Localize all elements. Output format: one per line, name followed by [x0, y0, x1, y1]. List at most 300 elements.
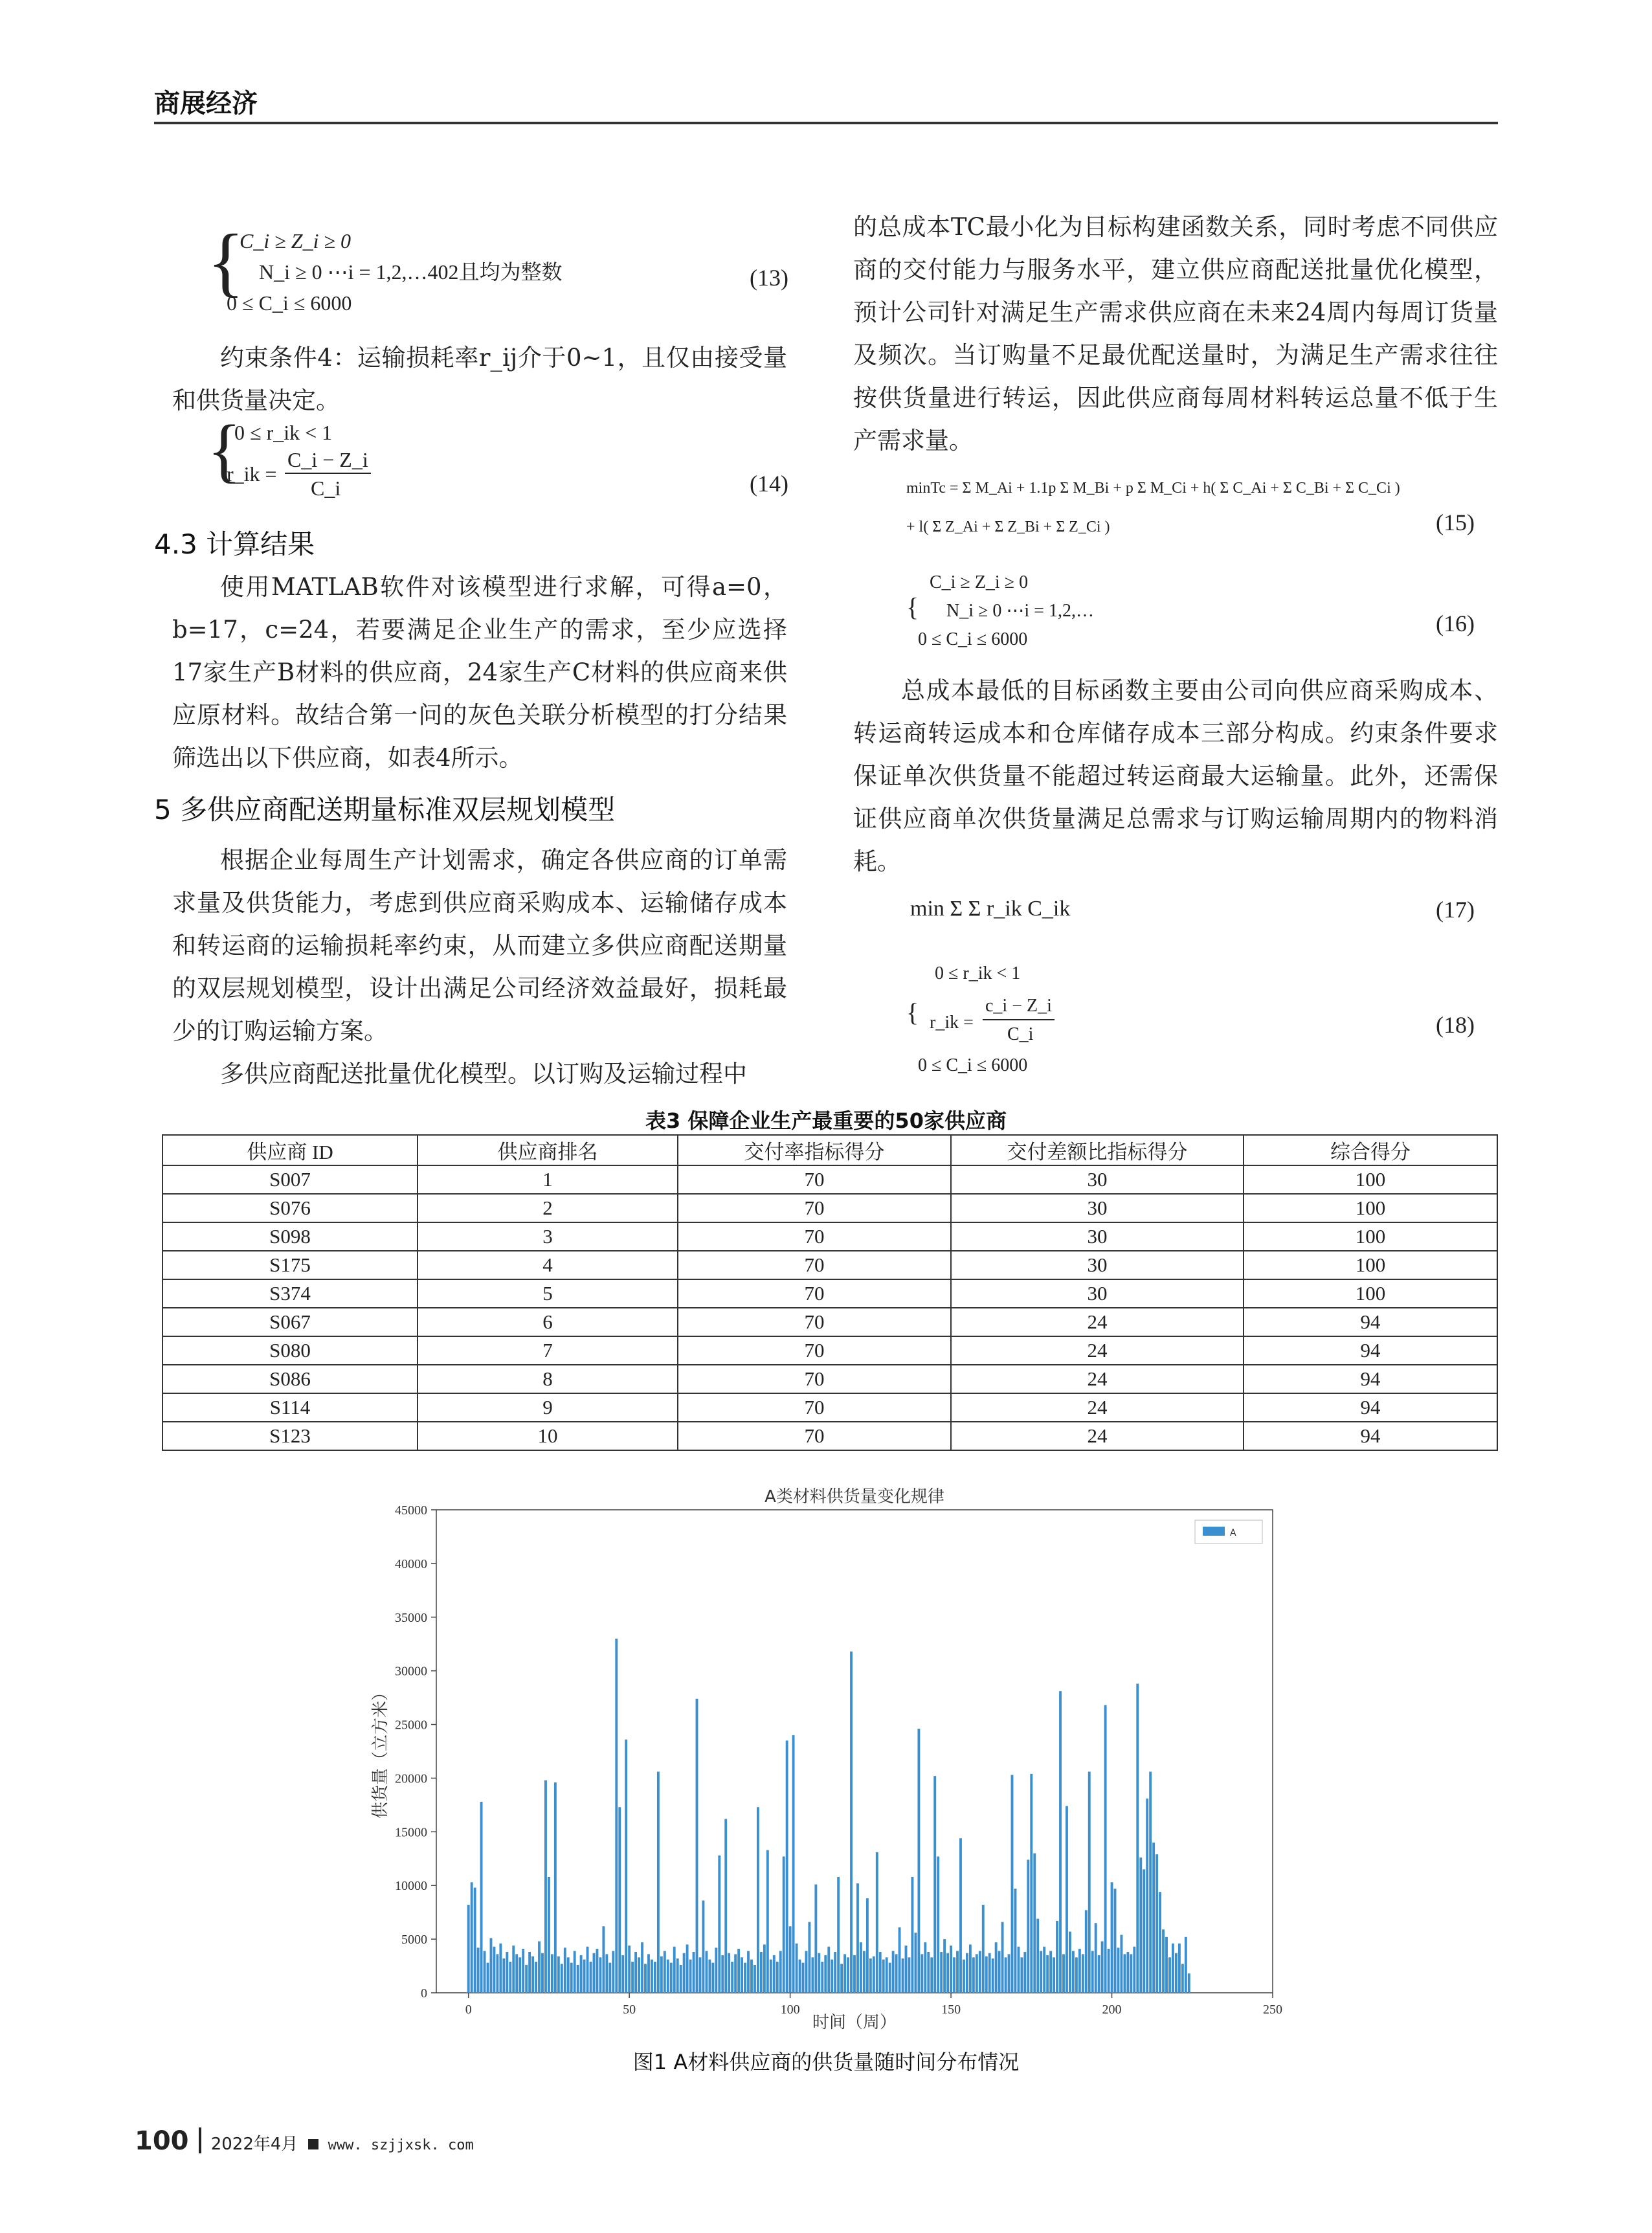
footer-divider: [199, 2127, 201, 2153]
bar: [522, 1949, 524, 1993]
bar: [1155, 1854, 1158, 1993]
bar: [1030, 1774, 1032, 1993]
table-cell: 100: [1244, 1194, 1497, 1222]
y-tick-label: 35000: [395, 1610, 427, 1625]
bar: [943, 1939, 946, 1993]
bar: [561, 1964, 563, 1993]
bar: [480, 1802, 483, 1993]
bar: [535, 1962, 537, 1993]
bar: [621, 1955, 624, 1993]
bar: [1066, 1806, 1068, 1993]
bar: [873, 1957, 875, 1993]
bar: [869, 1958, 872, 1993]
bar: [992, 1958, 994, 1993]
bar: [564, 1947, 566, 1993]
bar: [615, 1639, 618, 1993]
table-cell: S086: [162, 1365, 418, 1393]
bar: [612, 1951, 614, 1993]
bar: [770, 1960, 772, 1993]
bar: [670, 1963, 673, 1993]
table-cell: S067: [162, 1308, 418, 1336]
bar: [927, 1952, 930, 1993]
bar: [998, 1951, 1001, 1993]
bar: [921, 1954, 923, 1993]
bar: [827, 1947, 830, 1993]
bar: [689, 1960, 692, 1993]
bar: [911, 1877, 914, 1993]
bar: [734, 1954, 737, 1993]
eq14-line1: 0 ≤ r_ik < 1: [234, 421, 333, 444]
table-cell: 30: [951, 1251, 1244, 1279]
table-cell: 24: [951, 1365, 1244, 1393]
eq17: min Σ Σ r_ik C_ik: [910, 897, 1071, 921]
bar: [724, 1819, 727, 1993]
bar: [583, 1960, 586, 1993]
bar: [950, 1946, 952, 1993]
bar: [1149, 1771, 1152, 1993]
eq13-brace: {: [207, 218, 245, 304]
eq18-line3: 0 ≤ C_i ≤ 6000: [918, 1055, 1028, 1075]
bar: [1023, 1952, 1026, 1993]
bar: [1020, 1957, 1023, 1993]
bar: [631, 1962, 634, 1993]
table-cell: 70: [678, 1422, 951, 1450]
bar: [628, 1946, 631, 1993]
table-cell: 24: [951, 1308, 1244, 1336]
bar: [541, 1953, 544, 1993]
x-tick-label: 150: [941, 2003, 961, 2017]
table-cell: S374: [162, 1279, 418, 1308]
bar: [863, 1951, 865, 1993]
figure1-caption: 图1 A材料供应商的供货量随时间分布情况: [632, 2050, 1020, 2074]
eq14-numerator: C_i − Z_i: [285, 447, 371, 474]
bar: [840, 1964, 843, 1993]
bar: [548, 1877, 550, 1993]
legend-label: A: [1230, 1528, 1236, 1538]
bar: [982, 1905, 985, 1993]
table-cell: 4: [418, 1251, 678, 1279]
bar: [899, 1927, 901, 1993]
bar: [1133, 1947, 1135, 1993]
bar: [1027, 1859, 1029, 1993]
bar: [1053, 1957, 1055, 1993]
x-tick-label: 50: [623, 2003, 636, 2017]
bar: [1111, 1882, 1113, 1993]
table3-caption: 表3 保障企业生产最重要的50家供应商: [645, 1108, 1007, 1133]
y-tick-label: 25000: [395, 1718, 427, 1733]
bar: [484, 1951, 486, 1993]
table3-header-row: [162, 1135, 1497, 1165]
bar: [509, 1962, 511, 1993]
eq18-brace: {: [906, 998, 919, 1027]
eq13-number: (13): [750, 265, 788, 291]
bar: [1136, 1684, 1139, 1993]
bar: [708, 1960, 711, 1993]
bar: [988, 1953, 991, 1993]
bar: [605, 1954, 608, 1993]
bar: [834, 1952, 836, 1993]
bar: [711, 1963, 714, 1993]
bar: [544, 1780, 547, 1993]
bar: [892, 1951, 895, 1993]
bar: [638, 1957, 640, 1993]
bar: [474, 1888, 476, 1993]
table-cell: 70: [678, 1365, 951, 1393]
bar: [753, 1965, 756, 1993]
paragraph-constraint4: 约束条件4：运输损耗率r_ij介于0~1，且仅由接受量和供货量决定。: [172, 344, 787, 414]
table-row: [162, 1165, 1497, 1194]
bar: [538, 1941, 541, 1993]
bar: [471, 1882, 473, 1993]
bar: [1072, 1951, 1075, 1993]
table-cell: S098: [162, 1222, 418, 1251]
table-cell: 70: [678, 1279, 951, 1308]
bar: [995, 1942, 998, 1993]
x-tick-label: 100: [780, 2003, 800, 2017]
bar: [1062, 1954, 1065, 1993]
eq16-number: (16): [1436, 611, 1475, 636]
y-tick-label: 30000: [395, 1664, 427, 1679]
bar: [519, 1957, 521, 1993]
bar: [917, 1729, 920, 1993]
bar: [1114, 1889, 1117, 1993]
bar: [1075, 1957, 1078, 1993]
bar: [805, 1951, 808, 1993]
table-cell: 100: [1244, 1222, 1497, 1251]
table-cell: S175: [162, 1251, 418, 1279]
table-row: [162, 1222, 1497, 1251]
bar: [567, 1957, 570, 1993]
bar: [641, 1942, 643, 1993]
table-cell: 9: [418, 1393, 678, 1422]
eq14-brace: {: [207, 410, 241, 489]
bar: [1139, 1857, 1142, 1993]
bar: [796, 1944, 798, 1993]
table-cell: 3: [418, 1222, 678, 1251]
bar: [946, 1953, 949, 1993]
bar: [660, 1957, 663, 1993]
table-cell: 24: [951, 1393, 1244, 1422]
bar: [499, 1944, 502, 1993]
bar: [715, 1947, 717, 1993]
bar: [634, 1952, 637, 1993]
bar: [664, 1951, 666, 1993]
eq16-brace: {: [906, 592, 919, 622]
bar: [843, 1954, 846, 1993]
bar: [908, 1957, 911, 1993]
table3-header-cell: 综合得分: [1244, 1135, 1497, 1165]
bar: [493, 1947, 496, 1993]
bar: [512, 1946, 515, 1993]
bar: [586, 1947, 589, 1993]
table-cell: 10: [418, 1422, 678, 1450]
bar: [1181, 1964, 1184, 1993]
table3-header-cell: 交付差额比指标得分: [951, 1135, 1244, 1165]
bar: [557, 1957, 560, 1993]
bar: [593, 1953, 596, 1993]
eq18-number: (18): [1436, 1012, 1475, 1038]
bar: [515, 1954, 518, 1993]
bar: [599, 1957, 601, 1993]
table-cell: 6: [418, 1308, 678, 1336]
table-row: [162, 1279, 1497, 1308]
bar: [1017, 1947, 1020, 1993]
bar: [779, 1951, 782, 1993]
eq18-numerator: c_i − Z_i: [983, 993, 1055, 1020]
bar: [570, 1963, 573, 1993]
bar: [467, 1905, 470, 1993]
bar: [1185, 1937, 1187, 1993]
y-axis-label: 供货量（立方米）: [371, 1683, 390, 1819]
bar: [718, 1856, 720, 1993]
bar: [818, 1953, 820, 1993]
table-cell: 70: [678, 1308, 951, 1336]
table-row: [162, 1336, 1497, 1365]
table3-header-cell: 交付率指标得分: [678, 1135, 951, 1165]
bar: [1159, 1892, 1161, 1993]
bar: [972, 1957, 975, 1993]
table-cell: S080: [162, 1336, 418, 1365]
bar: [1168, 1957, 1171, 1993]
table-cell: 70: [678, 1336, 951, 1365]
bar: [551, 1954, 553, 1993]
bar: [1082, 1954, 1084, 1993]
eq18-line1: 0 ≤ r_ik < 1: [935, 963, 1021, 983]
bar: [940, 1952, 943, 1993]
bar: [1104, 1705, 1107, 1993]
table-row: [162, 1393, 1497, 1422]
bar: [763, 1944, 766, 1993]
bar: [590, 1962, 592, 1993]
bar: [1152, 1843, 1155, 1993]
bar: [1101, 1941, 1104, 1993]
bar: [667, 1960, 669, 1993]
bar: [676, 1958, 679, 1993]
table-cell: 94: [1244, 1336, 1497, 1365]
bar: [1175, 1953, 1178, 1993]
bar: [956, 1951, 959, 1993]
bar: [1146, 1799, 1148, 1993]
y-tick-label: 5000: [401, 1933, 427, 1947]
bar: [776, 1962, 779, 1993]
bar: [824, 1955, 827, 1993]
x-axis-label: 时间（周）: [812, 2013, 897, 2032]
bar: [696, 1699, 698, 1993]
table3-header-cell: 供应商 ID: [162, 1135, 418, 1165]
bar: [1178, 1944, 1181, 1993]
table-cell: 2: [418, 1194, 678, 1222]
eq17-number: (17): [1436, 897, 1475, 923]
bar: [860, 1942, 862, 1993]
bar: [673, 1947, 676, 1993]
table-cell: 94: [1244, 1393, 1497, 1422]
bar: [1011, 1775, 1014, 1993]
bar: [1188, 1973, 1190, 1993]
eq15-line2: + l( Σ Z_Ai + Σ Z_Bi + Σ Z_Ci ): [906, 519, 1110, 535]
chart-title: A类材料供货量变化规律: [765, 1487, 944, 1507]
bar: [1036, 1919, 1039, 1993]
bar: [651, 1960, 653, 1993]
table-cell: 70: [678, 1165, 951, 1194]
bar: [525, 1965, 528, 1993]
bar: [1088, 1771, 1091, 1993]
eq15-line1: minTc = Σ M_Ai + 1.1p Σ M_Bi + p Σ M_Ci + h( Σ C_Ai + Σ C_Bi + Σ C_Ci ): [906, 480, 1400, 497]
table-cell: 94: [1244, 1308, 1497, 1336]
bar: [866, 1898, 869, 1993]
bar: [531, 1957, 534, 1993]
bar: [1069, 1932, 1071, 1993]
table-cell: S076: [162, 1194, 418, 1222]
eq16-line1: C_i ≥ Z_i ≥ 0: [930, 572, 1029, 592]
x-tick-label: 250: [1263, 2003, 1282, 2017]
y-tick-label: 40000: [395, 1556, 427, 1571]
bar: [705, 1951, 708, 1993]
bar: [1165, 1937, 1168, 1993]
paragraph-result: 使用MATLAB软件对该模型进行求解，可得a=0，b=17，c=24，若要满足企业生产的需求，至少应选择17家生产B材料的供应商，24家生产C材料的供应商来供应原材料。故结合第一问的灰色关联分析模型的打分结果筛选出以下供应商，如表4所示。: [172, 573, 787, 772]
bar: [879, 1952, 882, 1993]
bar: [744, 1963, 746, 1993]
eq13-line3: 0 ≤ C_i ≤ 6000: [227, 291, 352, 315]
bar: [1117, 1947, 1120, 1993]
bar: [876, 1852, 878, 1993]
bar: [789, 1926, 792, 1993]
bar: [924, 1942, 926, 1993]
eq13-line2: N_i ≥ 0 ⋯i = 1,2,…402且均为整数: [259, 260, 563, 284]
table-cell: S123: [162, 1422, 418, 1450]
bar: [702, 1900, 705, 1993]
table-cell: 100: [1244, 1165, 1497, 1194]
bar: [644, 1964, 647, 1993]
bar: [1095, 1923, 1097, 1993]
table-row: [162, 1194, 1497, 1222]
eq14-denominator: C_i: [311, 477, 341, 500]
bar: [882, 1960, 885, 1993]
bar: [808, 1922, 810, 1993]
table-cell: S114: [162, 1393, 418, 1422]
bar: [937, 1856, 939, 1993]
bar: [657, 1771, 660, 1993]
table-cell: 70: [678, 1251, 951, 1279]
footer-website: www. szjjxsk. com: [328, 2137, 474, 2153]
bar: [786, 1740, 788, 1993]
section-5-heading: 5 多供应商配送期量标准双层规划模型: [154, 794, 616, 825]
bar: [760, 1952, 763, 1993]
table-cell: 30: [951, 1194, 1244, 1222]
bar: [750, 1960, 753, 1993]
bar: [783, 1856, 785, 1993]
legend-swatch: [1203, 1527, 1225, 1536]
bar: [895, 1954, 898, 1993]
bar: [856, 1883, 859, 1993]
bar: [1143, 1869, 1145, 1993]
bar: [528, 1952, 531, 1993]
bar: [953, 1957, 955, 1993]
table-cell: 24: [951, 1336, 1244, 1365]
eq13-line1: C_i ≥ Z_i ≥ 0: [240, 229, 352, 252]
bar: [680, 1965, 682, 1993]
eq14-r-label: r_ik =: [227, 462, 277, 486]
bar: [1014, 1889, 1017, 1993]
bar: [850, 1652, 853, 1993]
bar: [766, 1850, 769, 1993]
bar: [1162, 1929, 1165, 1993]
bar: [683, 1953, 686, 1993]
bar: [831, 1960, 833, 1993]
bar: [837, 1877, 840, 1993]
bar: [728, 1953, 730, 1993]
bar: [693, 1952, 695, 1993]
bar: [1049, 1951, 1052, 1993]
y-tick-label: 15000: [395, 1825, 427, 1840]
bar: [1126, 1952, 1129, 1993]
table-cell: 5: [418, 1279, 678, 1308]
bar: [490, 1938, 493, 1993]
bar: [773, 1955, 776, 1993]
bar: [577, 1965, 579, 1993]
bar: [477, 1947, 480, 1993]
bar: [905, 1946, 908, 1993]
table-cell: 24: [951, 1422, 1244, 1450]
bar: [1008, 1954, 1010, 1993]
bar: [914, 1933, 917, 1993]
bar: [1085, 1910, 1088, 1993]
bar: [1172, 1944, 1174, 1993]
bar: [792, 1735, 795, 1993]
bar: [602, 1926, 605, 1993]
bar: [502, 1958, 505, 1993]
table-row: [162, 1251, 1497, 1279]
bar: [699, 1957, 702, 1993]
bar: [1121, 1935, 1123, 1993]
table-cell: 1: [418, 1165, 678, 1194]
bar: [686, 1944, 689, 1993]
table-cell: 100: [1244, 1279, 1497, 1308]
bar: [985, 1957, 988, 1993]
bar: [647, 1954, 650, 1993]
bar: [654, 1962, 656, 1993]
eq16-line2: N_i ≥ 0 ⋯i = 1,2,…: [946, 601, 1094, 621]
x-tick-label: 0: [465, 2003, 472, 2017]
bar: [814, 1885, 817, 1993]
section-4-3-heading: 4.3 计算结果: [154, 528, 315, 560]
table-cell: 8: [418, 1365, 678, 1393]
eq16-line3: 0 ≤ C_i ≤ 6000: [918, 629, 1028, 649]
page-number: 100: [135, 2126, 189, 2156]
bar: [1056, 1921, 1058, 1993]
bar: [747, 1951, 750, 1993]
bar: [930, 1957, 933, 1993]
bar: [847, 1957, 849, 1993]
bar: [731, 1962, 733, 1993]
footer-date: 2022年4月: [210, 2135, 298, 2154]
bar: [821, 1962, 823, 1993]
table-cell: 70: [678, 1222, 951, 1251]
bar: [802, 1963, 805, 1993]
bar: [886, 1957, 888, 1993]
table-cell: 30: [951, 1279, 1244, 1308]
bar: [1043, 1947, 1045, 1993]
eq15-number: (15): [1436, 510, 1475, 535]
paragraph-model: 根据企业每周生产计划需求，确定各供应商的订单需求量及供货能力，考虑到供应商采购成本、运输储存成本和转运商的运输损耗率约束，从而建立多供应商配送期量的双层规划模型，设计出满足公司经济效益最好，损耗最少的订购运输方案。 多供应商配送批量优化模型。以订购及运输过程中: [172, 846, 787, 1088]
bar: [959, 1838, 962, 1993]
bar: [969, 1944, 972, 1993]
bar: [580, 1955, 583, 1993]
bar: [496, 1954, 498, 1993]
bar: [1130, 1954, 1132, 1993]
table-cell: 30: [951, 1222, 1244, 1251]
bar: [1098, 1955, 1100, 1993]
bar: [1123, 1954, 1126, 1993]
